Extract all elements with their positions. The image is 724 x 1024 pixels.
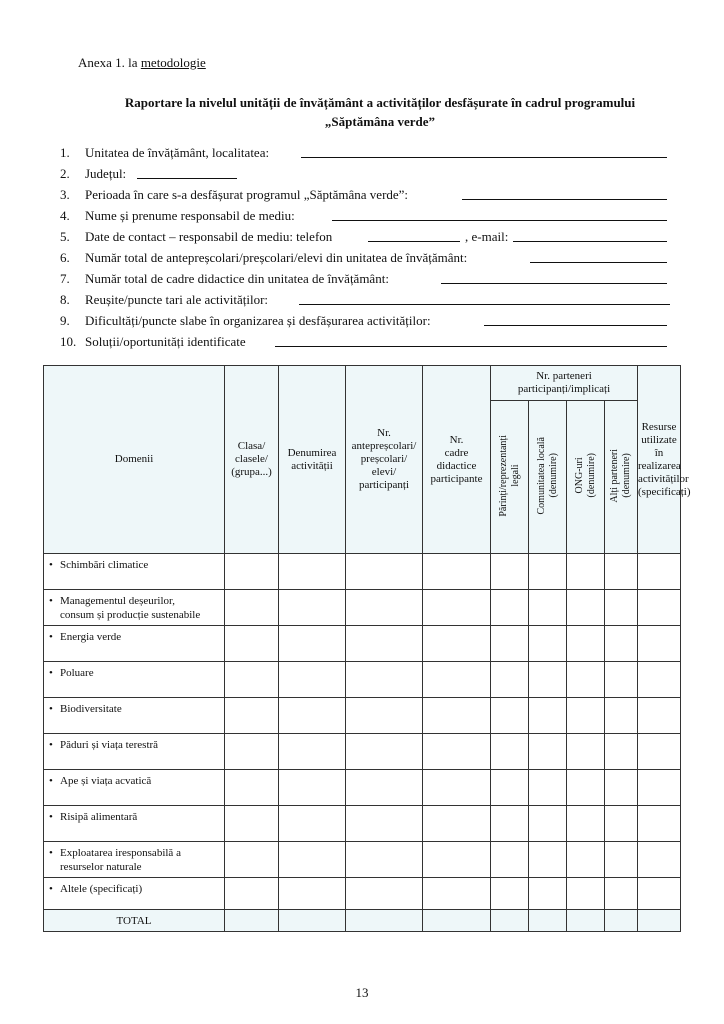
item-label: Dificultăți/puncte slabe în organizarea și desfășurarea activităților: [85,313,431,328]
table-row [44,842,681,878]
table-row [44,878,681,910]
item-number: 2. [60,166,70,181]
document-title [60,93,700,131]
item-label: Perioada în care s-a desfășurat programul „Săptămâna verde”: [85,187,409,202]
page-number: 13 [355,985,369,1000]
email-label: , e-mail: [465,229,509,244]
bullet-icon: • [49,595,53,607]
domain-cell: • Managementul deșeurilor, consum și producție sustenabile [44,590,225,626]
period-fill-line[interactable] [462,199,667,200]
item-number: 7. [60,271,70,286]
title-line-2: „Săptămâna verde” [324,114,436,129]
students-total-fill-line[interactable] [530,262,667,263]
domain-cell: • Altele (specificați) [44,878,225,910]
item-label: Unitatea de învățământ, localitatea: [85,145,270,160]
total-row [44,910,681,932]
item-label: Număr total de cadre didactice din unitatea de învățământ: [85,271,389,286]
email-fill-line[interactable] [513,241,667,242]
header-activity-name: Denumirea activității [279,366,346,554]
solutions-fill-line[interactable] [275,346,667,347]
domain-cell: • Păduri și viața terestră [44,734,225,770]
total-label: TOTAL [44,910,225,932]
item-number: 5. [60,229,70,244]
methodology-link[interactable]: metodologie [140,55,206,70]
domain-cell: • Risipă alimentară [44,806,225,842]
school-fill-line[interactable] [301,157,667,158]
domain-cell: • Biodiversitate [44,698,225,734]
county-fill-line[interactable] [137,178,237,179]
table-row [44,770,681,806]
domain-cell: • Schimbări climatice [44,554,225,590]
item-label: Date de contact – responsabil de mediu: telefon [85,229,333,244]
table-row [44,698,681,734]
item-number: 6. [60,250,70,265]
item-number: 4. [60,208,70,223]
header-partner-parents: Părinți/reprezentanți legali [491,401,529,554]
table-row [44,590,681,626]
header-partner-community: Comunitatea locală (denumire) [529,401,567,554]
bullet-icon: • [49,883,53,895]
title-line-1: Raportare la nivelul unității de învățământ a activităților desfășurate în cadrul programului [124,95,636,110]
header-domains: Domenii [44,366,225,554]
header-class: Clasa/ clasele/ (grupa...) [225,366,279,554]
header-resources: Resurse utilizate în realizarea activităților (specificați) [638,366,681,554]
responsible-fill-line[interactable] [332,220,667,221]
table-row [44,806,681,842]
bullet-icon: • [49,811,53,823]
header-partners: Nr. parteneri participanți/implicați [491,366,638,401]
item-number: 8. [60,292,70,307]
item-number: 9. [60,313,70,328]
header-partner-ngo: ONG-uri (denumire) [567,401,605,554]
activities-table [43,365,691,932]
table-row [44,662,681,698]
domain-cell: • Poluare [44,662,225,698]
bullet-icon: • [49,703,53,715]
bullet-icon: • [49,775,53,787]
item-label: Nume și prenume responsabil de mediu: [85,208,295,223]
bullet-icon: • [49,739,53,751]
header-students-count: Nr. antepreșcolari/ preșcolari/ elevi/ participanți [346,366,423,554]
phone-fill-line[interactable] [368,241,460,242]
teachers-total-fill-line[interactable] [441,283,667,284]
item-label: Soluții/oportunități identificate [85,334,246,349]
table-row [44,626,681,662]
item-label: Județul: [85,166,127,181]
table-row [44,734,681,770]
header-teachers-count: Nr. cadre didactice participante [423,366,491,554]
domain-cell: • Energia verde [44,626,225,662]
table-row [44,554,681,590]
header-partner-other: Alți parteneri (denumire) [605,401,638,554]
item-number: 1. [60,145,70,160]
item-label: Număr total de antepreșcolari/preșcolari/elevi din unitatea de învățământ: [85,250,468,265]
annex-prefix: Anexa 1. la [78,55,141,70]
weaknesses-fill-line[interactable] [484,325,667,326]
bullet-icon: • [49,847,53,859]
bullet-icon: • [49,559,53,571]
bullet-icon: • [49,667,53,679]
item-label: Reușite/puncte tari ale activităților: [85,292,269,307]
annex-reference [78,55,206,71]
item-number: 3. [60,187,70,202]
strengths-fill-line[interactable] [299,304,670,305]
domain-cell: • Ape și viața acvatică [44,770,225,806]
domain-cell: • Exploatarea iresponsabilă a resurselor naturale [44,842,225,878]
item-number: 10. [60,334,77,349]
bullet-icon: • [49,631,53,643]
